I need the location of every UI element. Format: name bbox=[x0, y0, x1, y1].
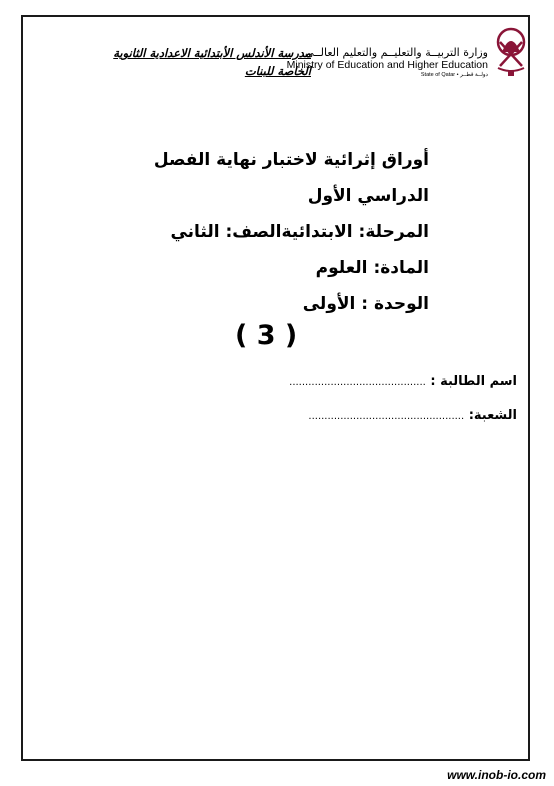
page-title: أوراق إثرائية لاختبار نهاية الفصل bbox=[153, 150, 429, 170]
ministry-english: Ministry of Education and Higher Education bbox=[286, 59, 488, 71]
school-line-2: الخاصة للبنات bbox=[244, 64, 311, 78]
state-of-qatar: State of Qatar • دولــة قطــر bbox=[420, 72, 488, 78]
stage-grade-line bbox=[154, 214, 429, 250]
student-name-field[interactable]: ........................................... bbox=[289, 377, 426, 388]
student-name-row bbox=[289, 372, 517, 406]
unit-line bbox=[154, 286, 429, 322]
section-row bbox=[289, 406, 517, 440]
qatar-emblem-icon bbox=[494, 22, 528, 80]
paper-number: ( 3 ) bbox=[235, 320, 298, 351]
subject-value: العلوم bbox=[315, 258, 368, 278]
page-subtitle: الدراسي الأول bbox=[307, 186, 429, 206]
school-line-1: مدرسة الأندلس الأبتدائية الاعدادية الثانوية bbox=[113, 46, 311, 60]
unit-value: الأولى bbox=[302, 294, 356, 314]
student-fields bbox=[289, 372, 517, 440]
subject-label: المادة: bbox=[373, 258, 429, 278]
school-name bbox=[96, 44, 311, 80]
grade-value: الثاني bbox=[170, 222, 220, 242]
subject-line bbox=[154, 250, 429, 286]
section-field[interactable]: ................................................. bbox=[308, 411, 465, 422]
stage-value: الابتدائية bbox=[281, 222, 353, 242]
title-block bbox=[154, 142, 429, 322]
section-label: الشعبة: bbox=[468, 408, 517, 423]
unit-label: الوحدة : bbox=[361, 294, 429, 314]
grade-label: الصف: bbox=[225, 222, 282, 242]
stage-label: المرحلة: bbox=[358, 222, 429, 242]
website-link[interactable]: www.inob-io.com bbox=[447, 768, 546, 782]
ministry-arabic: وزارة التربيــة والتعليــم والتعليم العالــي bbox=[305, 46, 488, 59]
student-name-label: اسم الطالبة : bbox=[430, 374, 517, 389]
ministry-logo bbox=[286, 22, 528, 92]
